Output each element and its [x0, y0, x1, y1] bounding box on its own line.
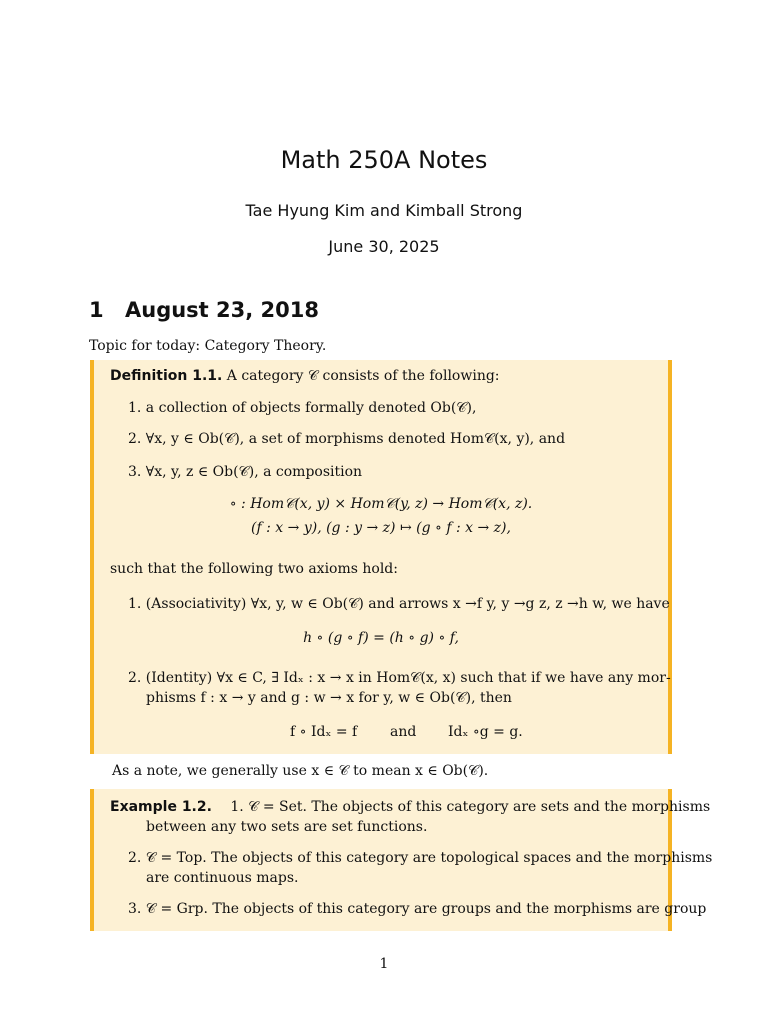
example-item-3-line-1: 3. 𝒞 = Grp. The objects of this category are groups and the morphisms are group	[128, 901, 707, 917]
definition-item-1: 1. a collection of objects formally denoted Ob(𝒞),	[128, 400, 477, 416]
definition-item-3: 3. ∀x, y, z ∈ Ob(𝒞), a composition	[128, 464, 363, 480]
intro-text: Topic for today: Category Theory.	[89, 338, 327, 354]
section-number: 1	[89, 298, 104, 322]
authors: Tae Hyung Kim and Kimball Strong	[245, 201, 523, 220]
definition-box	[90, 360, 672, 754]
example-first-line	[110, 799, 710, 815]
definition-lead: A category 𝒞 consists of the following:	[226, 368, 500, 384]
definition-label: Definition 1.1.	[110, 368, 223, 384]
definition-lead-line	[110, 368, 500, 384]
example-item-1-line-1: 1. 𝒞 = Set. The objects of this category are sets and the morphisms	[230, 799, 711, 815]
note-text: As a note, we generally use x ∈ 𝒞 to mean x ∈ Ob(𝒞).	[112, 763, 489, 779]
example-item-2-line-2: are continuous maps.	[146, 870, 299, 886]
axiom-identity-line-2: phisms f : x → y and g : w → x for y, w ∈ Ob(𝒞), then	[146, 690, 512, 706]
example-item-1-line-2: between any two sets are set functions.	[146, 819, 428, 835]
identity-display-right: Idₓ ∘g = g.	[448, 724, 523, 740]
date: June 30, 2025	[328, 237, 440, 256]
axioms-intro: such that the following two axioms hold:	[110, 561, 398, 577]
identity-display-left: f ∘ Idₓ = f	[290, 724, 358, 740]
example-item-2-line-1: 2. 𝒞 = Top. The objects of this category are topological spaces and the morphisms	[128, 850, 713, 866]
section-title: August 23, 2018	[125, 298, 319, 322]
definition-item-2: 2. ∀x, y ∈ Ob(𝒞), a set of morphisms denoted Hom𝒞(x, y), and	[128, 431, 566, 447]
associativity-display: h ∘ (g ∘ f) = (h ∘ g) ∘ f,	[303, 630, 459, 646]
section-heading	[89, 298, 319, 322]
example-box	[90, 789, 713, 931]
document-title: Math 250A Notes	[280, 146, 488, 174]
axiom-identity-line-1: 2. (Identity) ∀x ∈ C, ∃ Idₓ : x → x in Hom𝒞(x, x) such that if we have any mor-	[128, 670, 671, 686]
page-number: 1	[379, 956, 389, 972]
identity-display-and: and	[390, 724, 417, 740]
example-label: Example 1.2.	[110, 799, 212, 815]
composition-display-1: ∘ : Hom𝒞(x, y) × Hom𝒞(y, z) → Hom𝒞(x, z).	[229, 496, 533, 512]
axiom-associativity: 1. (Associativity) ∀x, y, w ∈ Ob(𝒞) and arrows x →f y, y →g z, z →h w, we have	[128, 596, 670, 612]
composition-display-2: (f : x → y), (g : y → z) ↦ (g ∘ f : x → z),	[251, 520, 511, 536]
